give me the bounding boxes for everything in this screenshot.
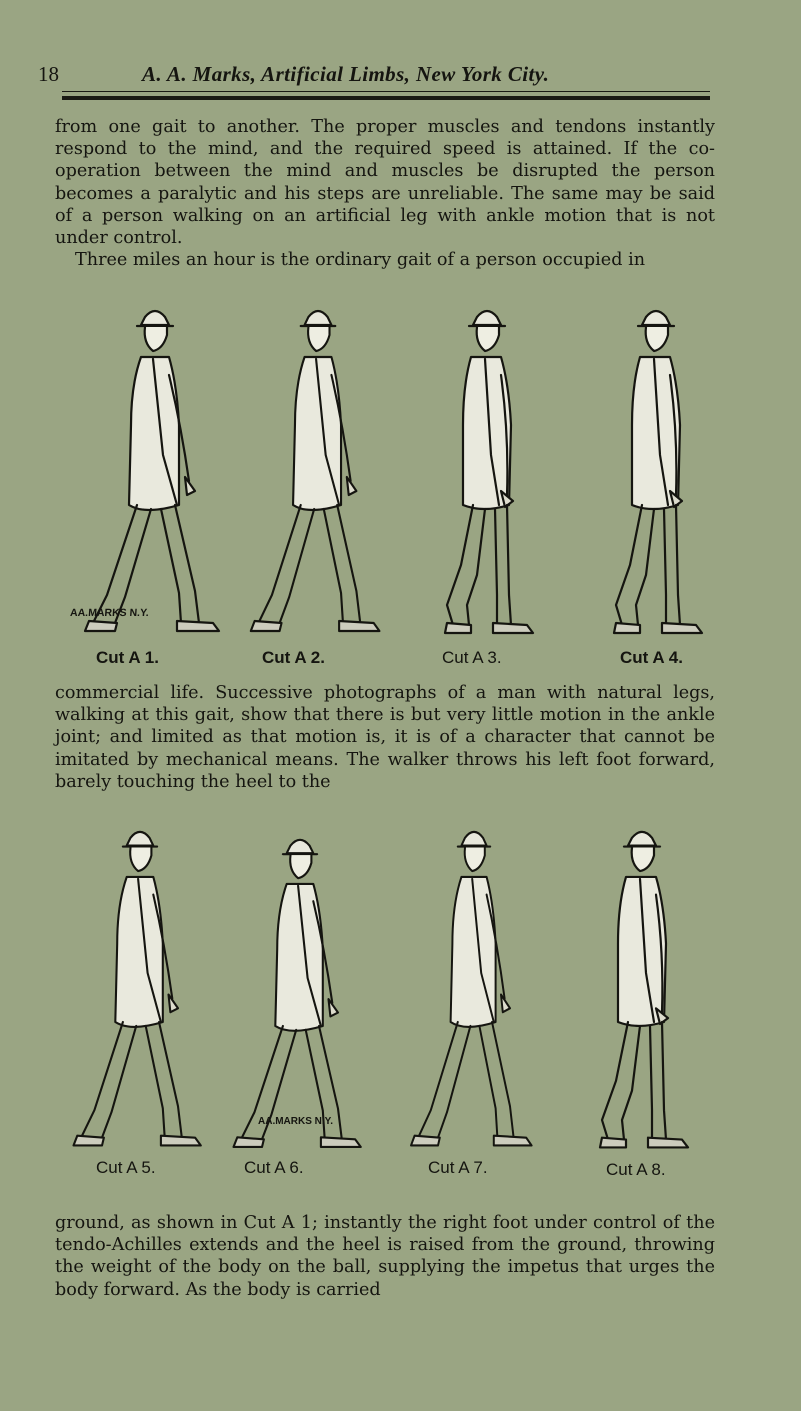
caption-cut-a7: Cut A 7. (428, 1158, 488, 1177)
walker-figure-a2 (251, 311, 380, 631)
illustrator-signature: AA.MARKS N.Y. (258, 1116, 334, 1127)
paragraph: Three miles an hour is the ordinary gait of a person occupied in (75, 250, 646, 271)
running-title: A. A. Marks, Artificial Limbs, New York City. (142, 62, 550, 86)
paragraph-block-1 (55, 116, 715, 271)
walker-figure-a4 (614, 311, 702, 633)
figure-walking-cuts-5-8 (0, 826, 801, 1198)
caption-cut-a6: Cut A 6. (244, 1158, 304, 1177)
walker-figure-a7 (411, 832, 532, 1146)
paragraph-block-2 (55, 682, 715, 793)
walking-figures-illustration (0, 826, 801, 1198)
walker-figure-a5 (74, 832, 201, 1146)
caption-cut-a3: Cut A 3. (442, 648, 502, 667)
paragraph-block-3 (55, 1212, 715, 1301)
walking-figures-illustration (0, 300, 801, 680)
caption-cut-a2: Cut A 2. (262, 648, 325, 667)
paragraph: commercial life. Successive photographs of a man with natural legs, walking at this gait, show that there is but very little motion in the ankle joint; and limited as that motion is, it is of a character that cannot be imitated by mechanical means. The walker throws his left foot forward, barely touching the heel to the (55, 683, 715, 792)
caption-cut-a1: Cut A 1. (96, 648, 159, 667)
illustrator-signature: AA.MARKS N.Y. (69, 607, 150, 619)
figure-walking-cuts-1-4 (0, 300, 801, 680)
paragraph: ground, as shown in Cut A 1; instantly the right foot under control of the tendo-Achilles extends and the heel is raised from the ground, throwing the weight of the body on the ball, supplying the impetus that urges the body forward. As the body is carried (55, 1213, 715, 1300)
header-rule (62, 96, 710, 100)
page-number: 18 (38, 62, 59, 86)
walker-figure-a8 (600, 832, 688, 1148)
walker-figure-a1 (85, 311, 219, 631)
caption-cut-a8: Cut A 8. (606, 1160, 666, 1179)
paragraph: from one gait to another. The proper muscles and tendons instantly respond to the mind, and the required speed is attained. If the co-operation between the mind and muscles be disrupted the person becomes a paralytic and his steps are unreliable. The same may be said of a person walking on an artificial leg with ankle motion that is not under control. (55, 117, 715, 249)
caption-cut-a5: Cut A 5. (96, 1158, 156, 1177)
walker-figure-a6 (234, 840, 361, 1147)
walker-figure-a3 (445, 311, 533, 633)
caption-cut-a4: Cut A 4. (620, 648, 683, 667)
